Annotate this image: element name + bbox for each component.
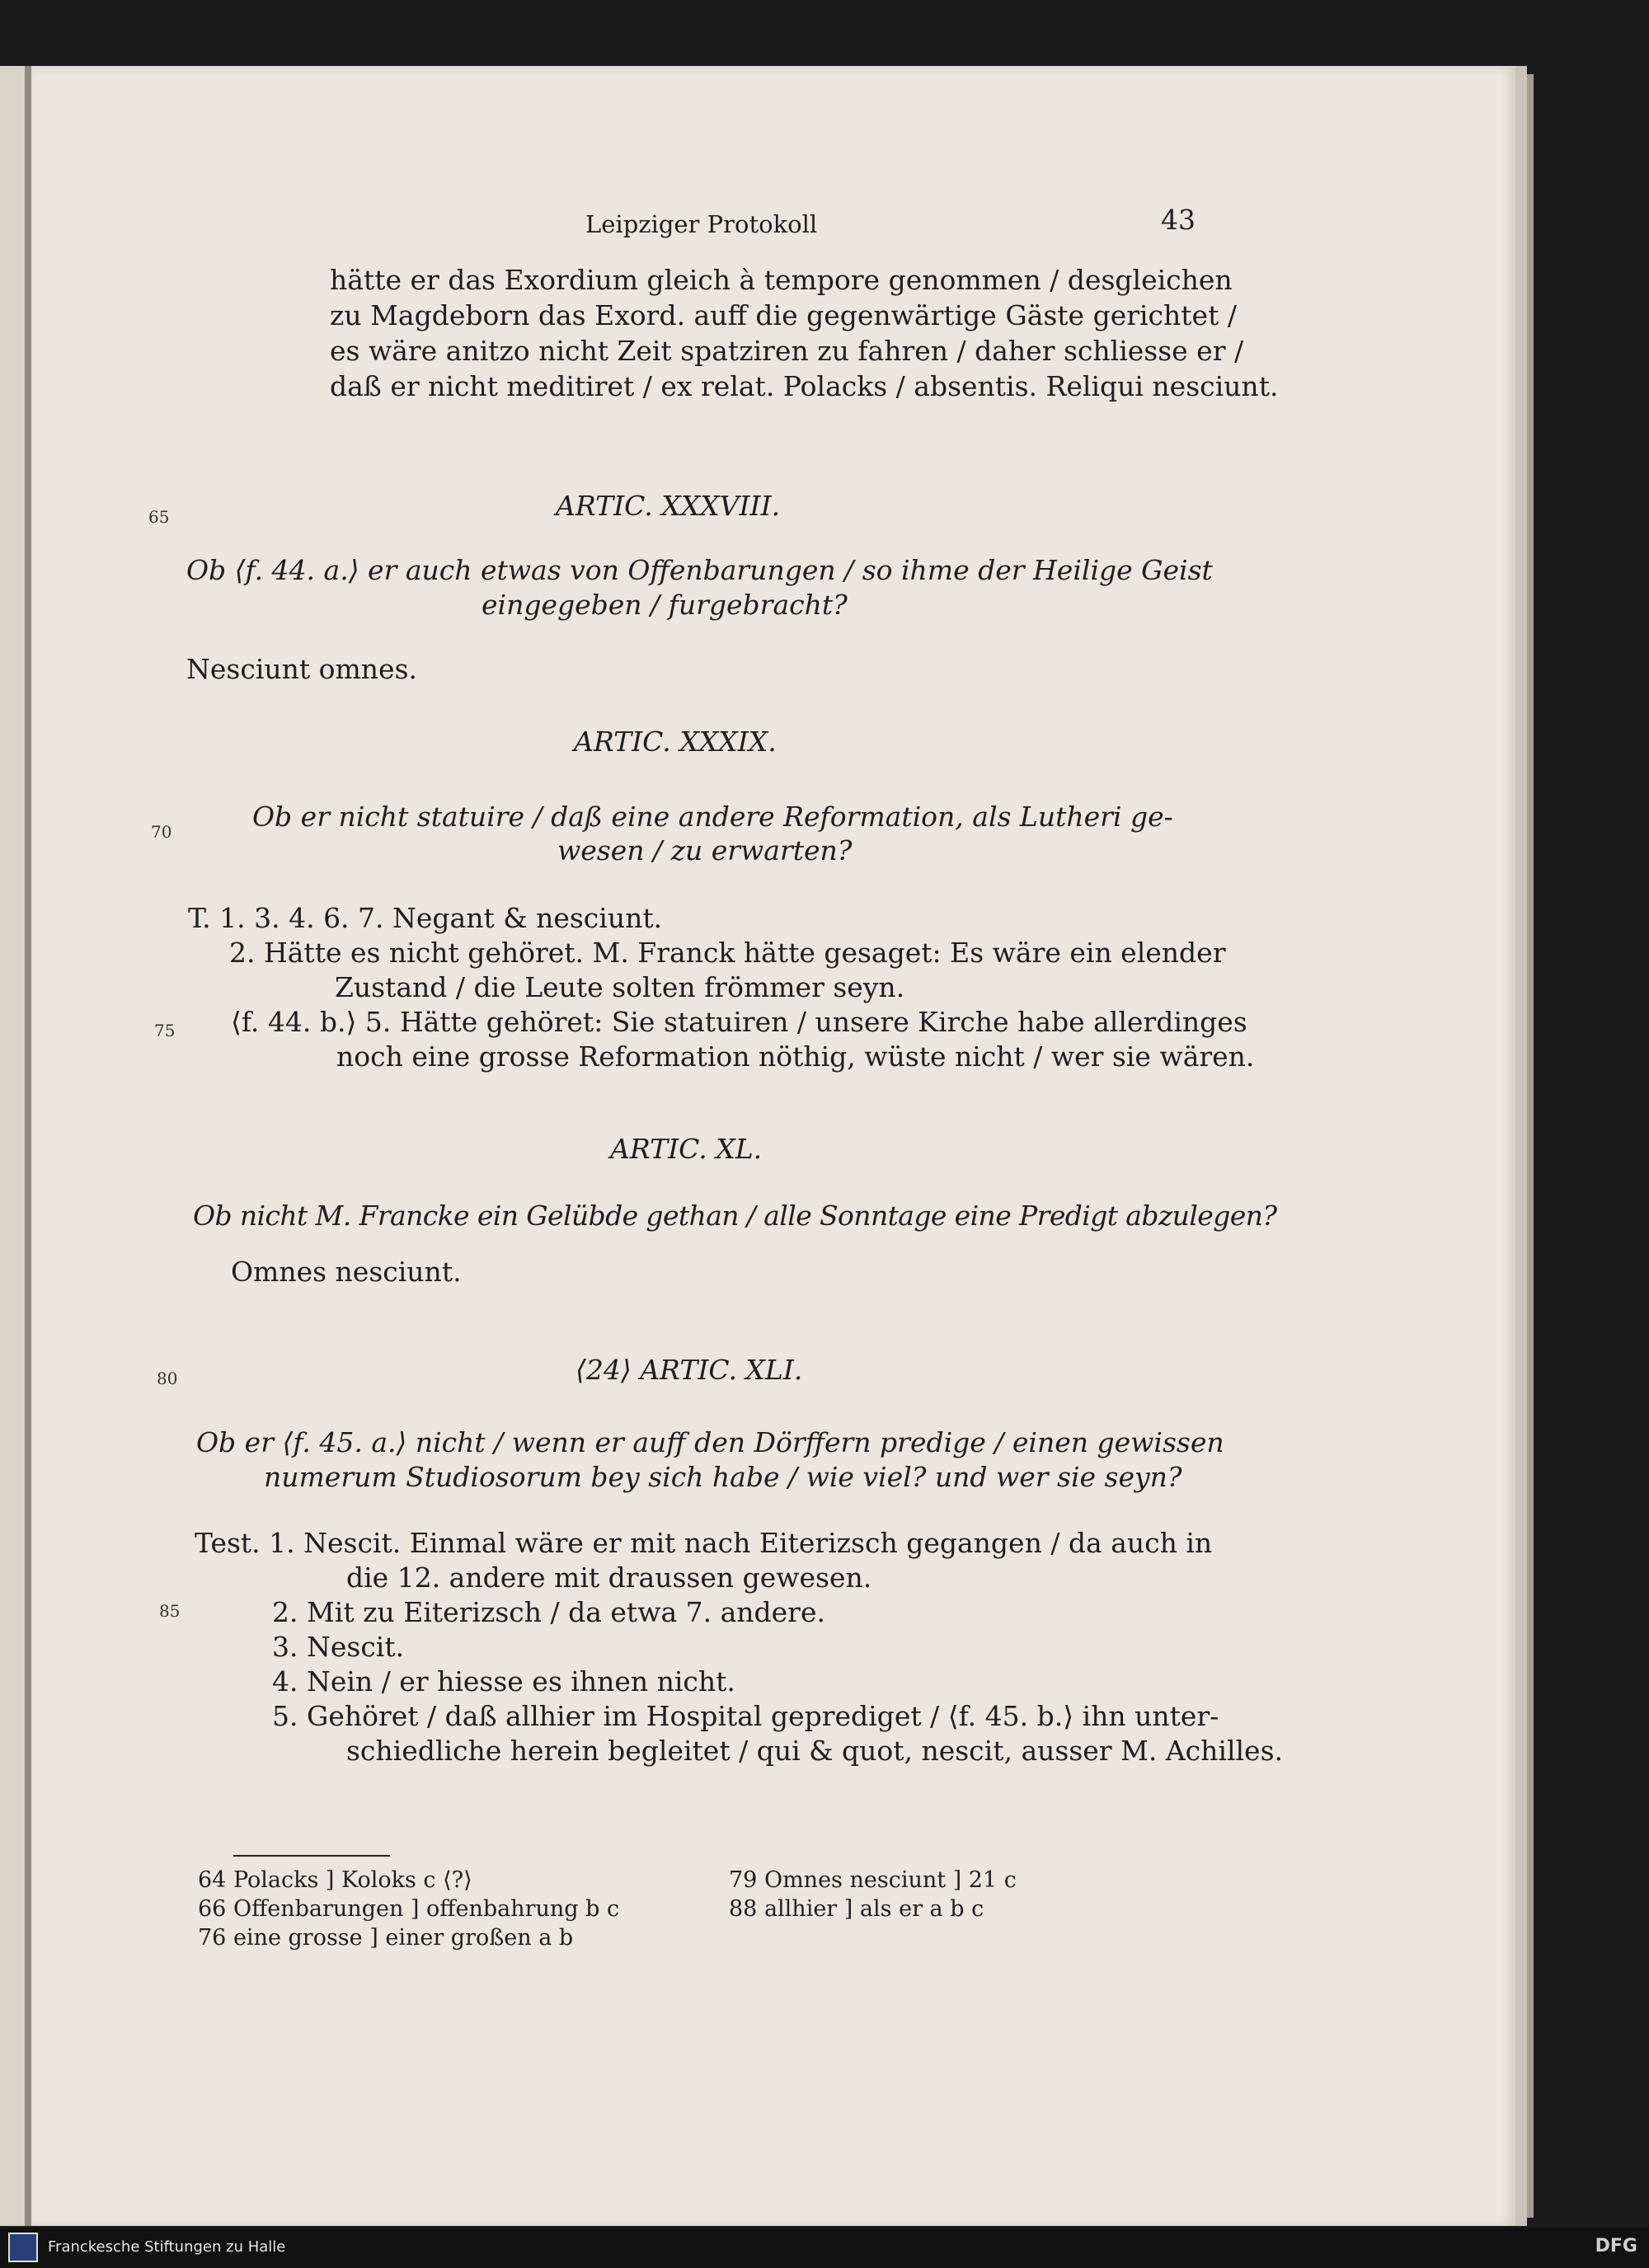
- article-answer: 2. Hätte es nicht gehöret. M. Franck hätte gesaget: Es wäre ein elender: [229, 937, 1226, 969]
- article-question: eingegeben / furgebracht?: [482, 589, 848, 621]
- line-number: 75: [154, 1021, 176, 1040]
- article-question: Ob nicht M. Francke ein Gelübde gethan / alle Sonntage eine Predigt abzulegen?: [193, 1200, 1277, 1232]
- article-question: Ob er nicht statuire / daß eine andere Reformation, als Lutheri ge-: [252, 801, 1173, 833]
- article-answer: Zustand / die Leute solten frömmer seyn.: [335, 971, 905, 1003]
- page-edge-shadow: [1527, 74, 1534, 2218]
- line-number: 85: [159, 1601, 181, 1621]
- article-answer: Nesciunt omnes.: [186, 653, 418, 685]
- article-answer: 2. Mit zu Eiterizsch / da etwa 7. andere.: [272, 1596, 825, 1628]
- body-line: es wäre anitzo nicht Zeit spatziren zu fahren / daher schliesse er /: [330, 335, 1244, 367]
- footnote: 88 allhier ] als er a b c: [729, 1896, 984, 1922]
- institution-logo-icon: [8, 2233, 38, 2262]
- institution-name: Franckesche Stiftungen zu Halle: [48, 2238, 286, 2256]
- footnote: 64 Polacks ] Koloks c ⟨?⟩: [198, 1867, 472, 1893]
- article-answer: Omnes nesciunt.: [231, 1256, 462, 1288]
- article-question: numerum Studiosorum bey sich habe / wie viel? und wer sie seyn?: [264, 1461, 1182, 1493]
- article-question: wesen / zu erwarten?: [557, 834, 853, 866]
- article-answer: schiedliche herein begleitet / qui & quot, nescit, ausser M. Achilles.: [346, 1735, 1284, 1767]
- article-question: Ob ⟨f. 44. a.⟩ er auch etwas von Offenbarungen / so ihme der Heilige Geist: [186, 554, 1213, 586]
- body-line: daß er nicht meditiret / ex relat. Polacks / absentis. Reliqui nesciunt.: [330, 370, 1279, 402]
- body-line: zu Magdeborn das Exord. auff die gegenwärtige Gäste gerichtet /: [330, 299, 1237, 331]
- article-answer: die 12. andere mit draussen gewesen.: [346, 1561, 872, 1594]
- footnote: 76 eine grosse ] einer großen a b: [198, 1925, 574, 1951]
- viewer-footer: [0, 2228, 1649, 2268]
- running-title: Leipziger Protokoll: [585, 210, 818, 238]
- article-answer: 3. Nescit.: [272, 1631, 405, 1663]
- article-question: Ob er ⟨f. 45. a.⟩ nicht / wenn er auff den Dörffern predige / einen gewissen: [196, 1426, 1224, 1458]
- article-answer: Test. 1. Nescit. Einmal wäre er mit nach Eiterizsch gegangen / da auch in: [195, 1527, 1213, 1559]
- footnote: 79 Omnes nesciunt ] 21 c: [729, 1867, 1017, 1893]
- page-edge: [1515, 66, 1527, 2226]
- article-answer: 4. Nein / er hiesse es ihnen nicht.: [272, 1665, 735, 1697]
- line-number: 70: [151, 822, 172, 842]
- body-line: hätte er das Exordium gleich à tempore genommen / desgleichen: [330, 264, 1233, 296]
- article-heading: ARTIC. XL.: [610, 1133, 763, 1165]
- article-answer: T. 1. 3. 4. 6. 7. Negant & nesciunt.: [188, 902, 663, 934]
- article-heading: ARTIC. XXXVIII.: [556, 490, 781, 522]
- article-answer: 5. Gehöret / daß allhier im Hospital geprediget / ⟨f. 45. b.⟩ ihn unter-: [272, 1700, 1219, 1732]
- article-heading: ARTIC. XXXIX.: [574, 725, 777, 758]
- footnote: 66 Offenbarungen ] offenbahrung b c: [198, 1896, 620, 1922]
- dfg-logo: DFG: [1595, 2236, 1637, 2256]
- article-heading: ⟨24⟩ ARTIC. XLI.: [576, 1354, 803, 1386]
- article-answer: ⟨f. 44. b.⟩ 5. Hätte gehöret: Sie statuiren / unsere Kirche habe allerdinges: [231, 1006, 1247, 1038]
- article-answer: noch eine grosse Reformation nöthig, wüste nicht / wer sie wären.: [336, 1040, 1255, 1073]
- page-number: 43: [1161, 204, 1196, 236]
- book-page: [31, 66, 1515, 2226]
- footnote-rule: [233, 1855, 390, 1857]
- line-number: 65: [148, 507, 170, 527]
- line-number: 80: [157, 1369, 178, 1388]
